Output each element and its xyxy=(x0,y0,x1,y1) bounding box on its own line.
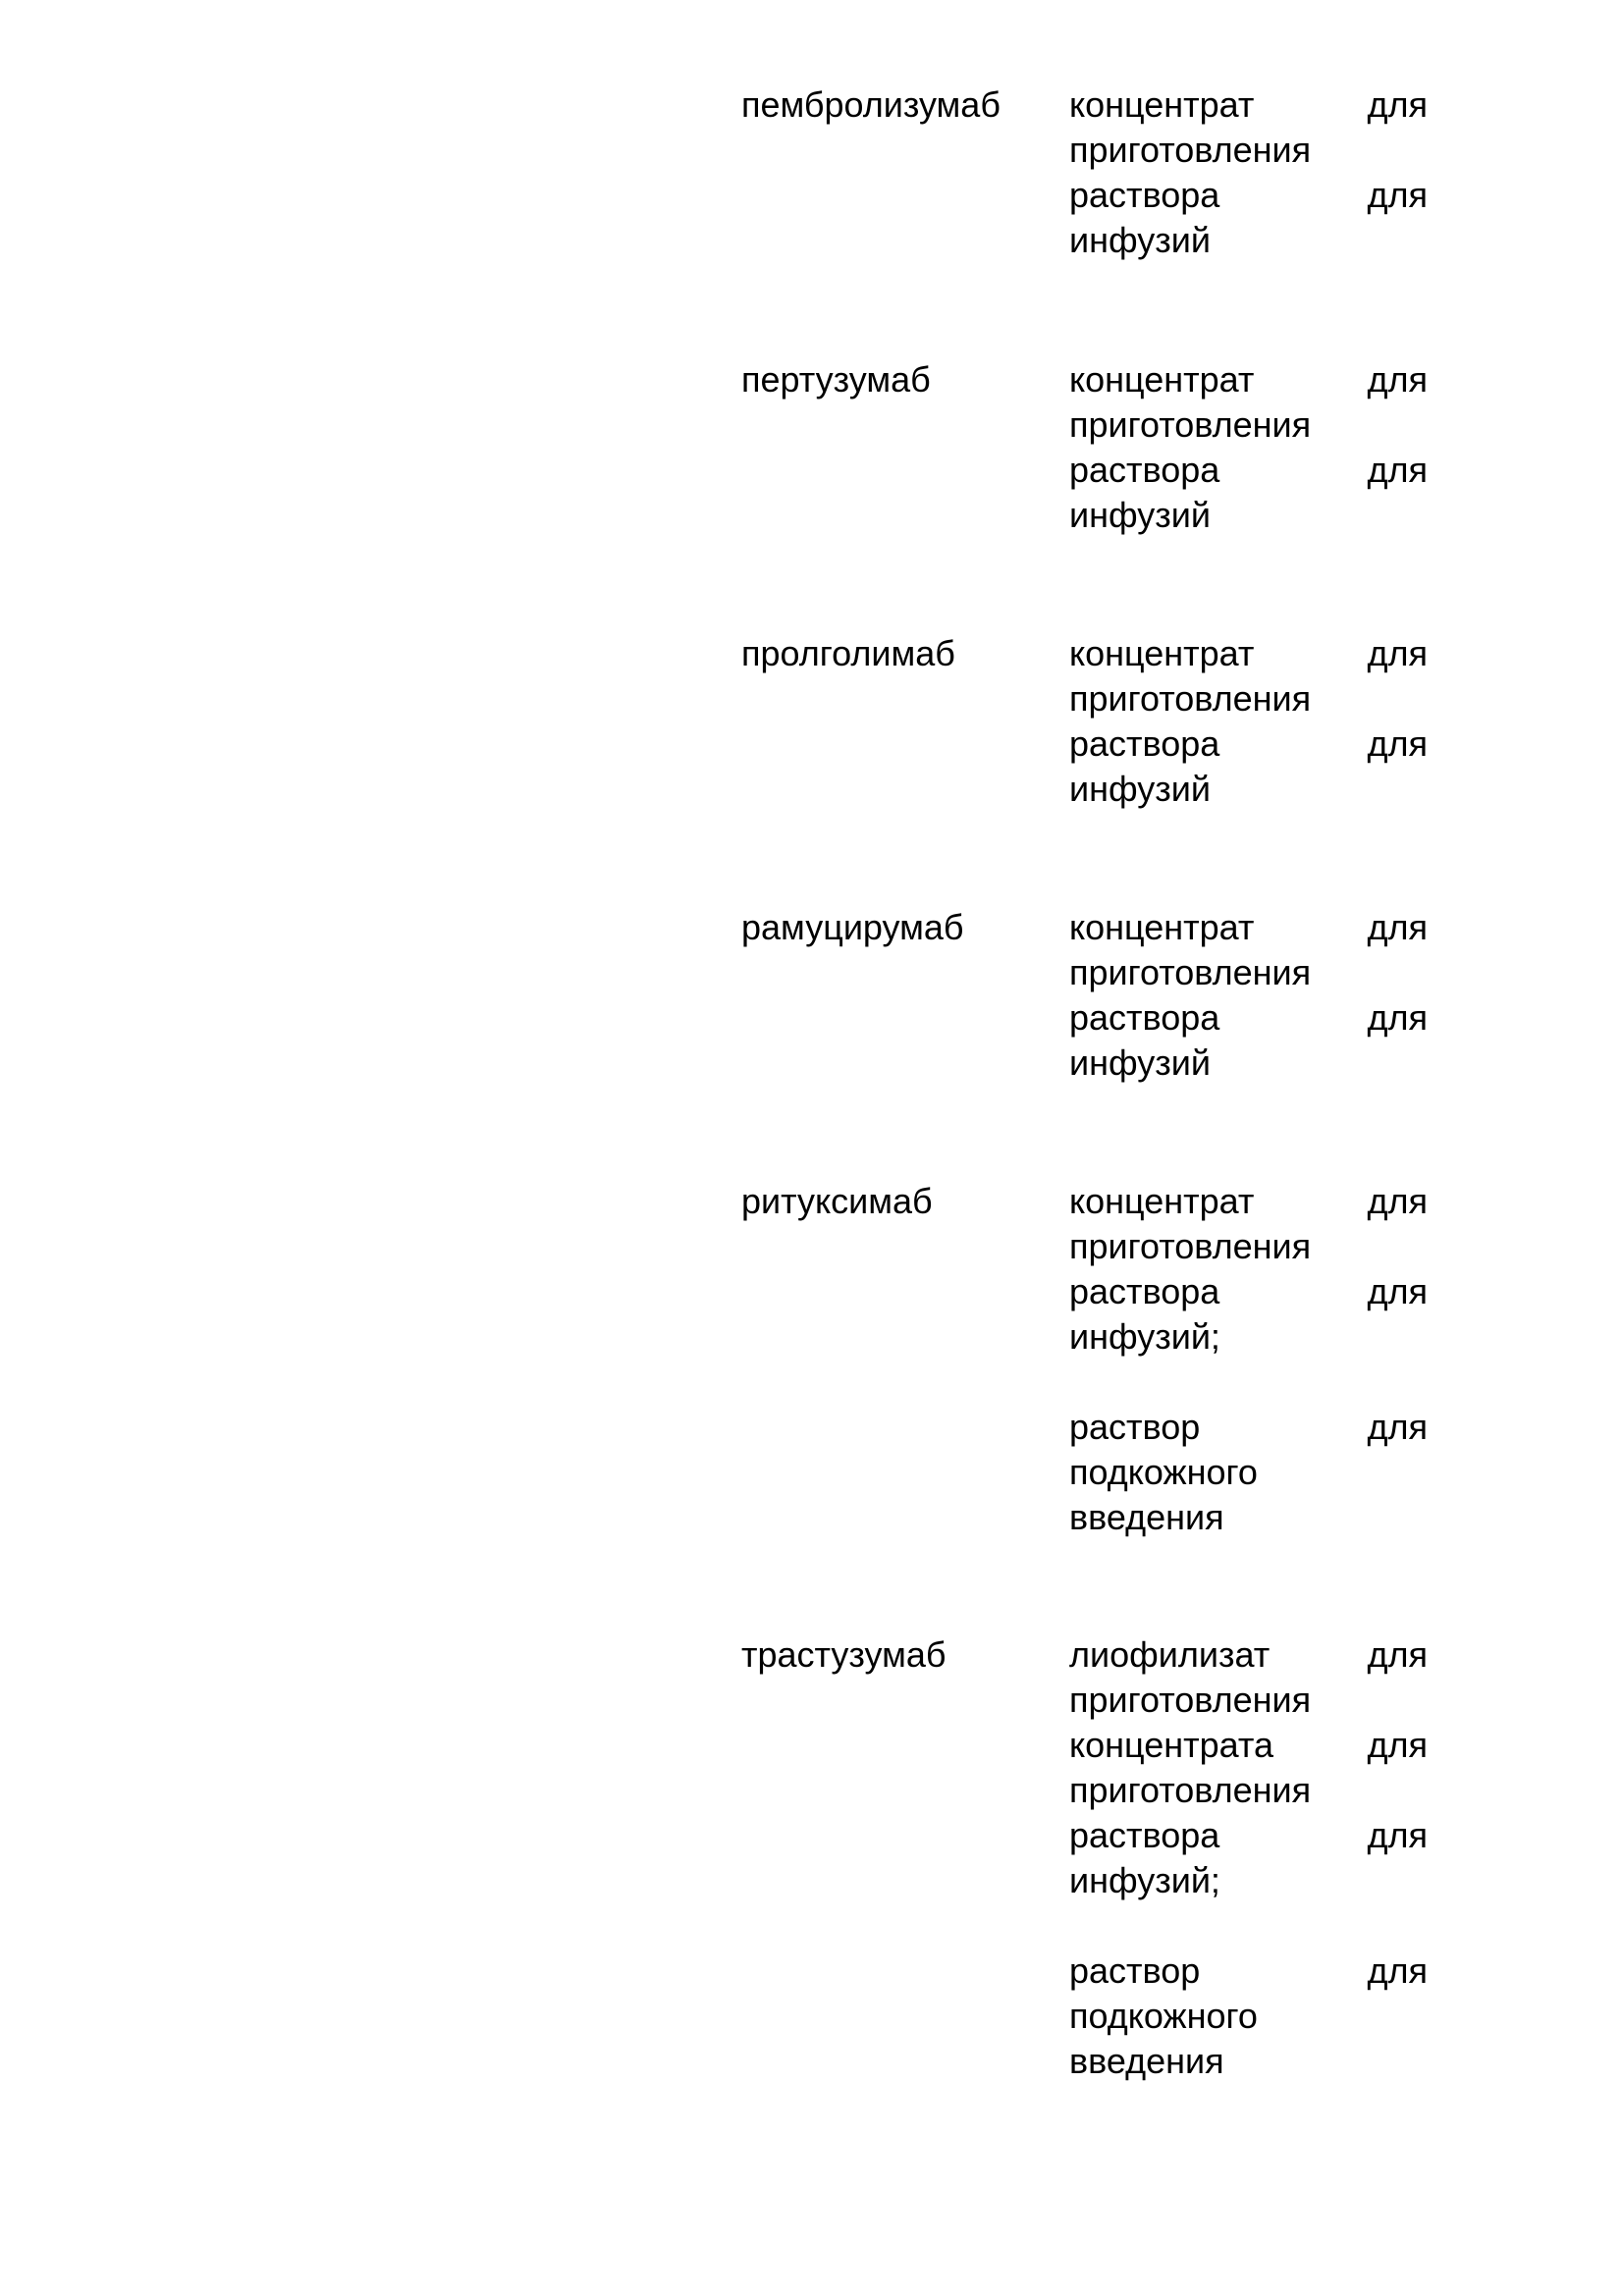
form-line: подкожного xyxy=(1069,1996,1258,2036)
form-line: инфузий xyxy=(1069,220,1211,260)
dosage-forms xyxy=(1069,1632,1433,2129)
form-line: концентрат для xyxy=(1069,1181,1428,1221)
form-line: раствора для xyxy=(1069,997,1428,1038)
form-line: приготовления xyxy=(1069,1680,1312,1720)
dosage-forms xyxy=(1069,357,1433,583)
form-line: раствор для xyxy=(1069,1407,1428,1447)
form-line: концентрат для xyxy=(1069,633,1428,673)
drug-name: пембролизумаб xyxy=(741,84,1001,125)
form-line: введения xyxy=(1069,2041,1224,2081)
dosage-form xyxy=(1069,1949,1433,2084)
form-line: раствора для xyxy=(1069,175,1428,215)
form-line: приготовления xyxy=(1069,1770,1312,1810)
form-line: инфузий; xyxy=(1069,1316,1220,1357)
drug-name: пертузумаб xyxy=(741,359,931,400)
form-line: концентрат для xyxy=(1069,84,1428,125)
form-line: раствора для xyxy=(1069,450,1428,490)
form-line: приготовления xyxy=(1069,404,1312,445)
form-line: раствора для xyxy=(1069,1271,1428,1311)
drug-name: трастузумаб xyxy=(741,1634,947,1675)
drug-name: рамуцирумаб xyxy=(741,907,964,947)
form-line: инфузий xyxy=(1069,495,1211,535)
dosage-forms xyxy=(1069,905,1433,1131)
dosage-form xyxy=(1069,1179,1433,1360)
dosage-form xyxy=(1069,905,1433,1086)
form-line: приготовления xyxy=(1069,1226,1312,1266)
form-line: введения xyxy=(1069,1497,1224,1537)
dosage-form xyxy=(1069,1405,1433,1540)
form-line: лиофилизат для xyxy=(1069,1634,1428,1675)
dosage-form xyxy=(1069,631,1433,812)
form-line: инфузий; xyxy=(1069,1860,1220,1900)
form-line: раствора для xyxy=(1069,723,1428,764)
form-line: концентрат для xyxy=(1069,359,1428,400)
form-line: инфузий xyxy=(1069,769,1211,809)
form-line: концентрата для xyxy=(1069,1725,1428,1765)
dosage-forms xyxy=(1069,82,1433,308)
drug-name: ритуксимаб xyxy=(741,1181,933,1221)
dosage-forms xyxy=(1069,631,1433,857)
dosage-form xyxy=(1069,82,1433,263)
drug-name: пролголимаб xyxy=(741,633,955,673)
dosage-forms xyxy=(1069,1179,1433,1585)
form-line: приготовления xyxy=(1069,952,1312,992)
form-line: подкожного xyxy=(1069,1452,1258,1492)
form-line: приготовления xyxy=(1069,130,1312,170)
form-line: раствора для xyxy=(1069,1815,1428,1855)
dosage-form xyxy=(1069,357,1433,538)
form-line: раствор для xyxy=(1069,1950,1428,1991)
form-line: приготовления xyxy=(1069,678,1312,719)
dosage-form xyxy=(1069,1632,1433,1903)
form-line: инфузий xyxy=(1069,1042,1211,1083)
form-line: концентрат для xyxy=(1069,907,1428,947)
